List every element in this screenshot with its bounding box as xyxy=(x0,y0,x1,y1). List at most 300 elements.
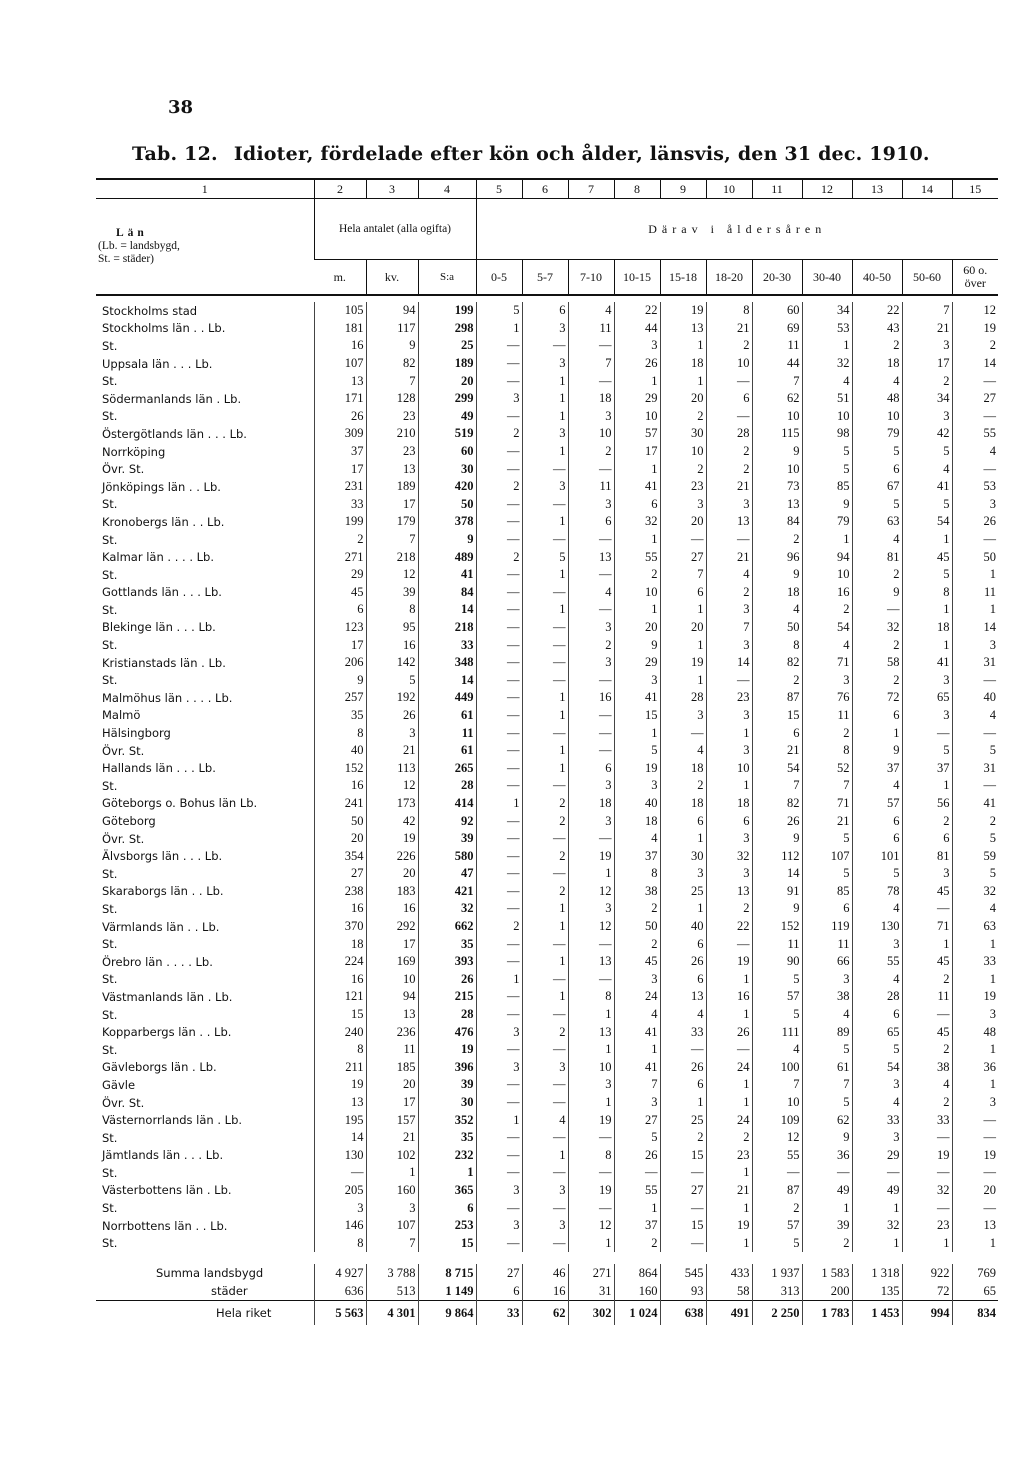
age-count: 32 xyxy=(706,847,752,865)
darav-header: Därav i åldersåren xyxy=(476,199,998,260)
age-count: 5 xyxy=(852,1041,902,1059)
age-count: 45 xyxy=(614,953,660,971)
age-count: 19 xyxy=(568,1111,614,1129)
age-count: 9 xyxy=(852,742,902,760)
age-count: 11 xyxy=(752,935,802,953)
age-count: 21 xyxy=(706,478,752,496)
column-number: 5 xyxy=(476,179,522,199)
age-count: 30 xyxy=(660,425,706,443)
age-count: 3 xyxy=(802,971,852,989)
total-count: 662 xyxy=(418,918,476,936)
age-count: 32 xyxy=(852,1217,902,1235)
age-count: 1 xyxy=(522,408,568,426)
age-count: — xyxy=(568,337,614,355)
age-count: 4 xyxy=(614,1006,660,1024)
age-count: 9 xyxy=(802,496,852,514)
age-count: — xyxy=(476,636,522,654)
age-count: 302 xyxy=(568,1301,614,1326)
age-count: — xyxy=(522,584,568,602)
age-count: — xyxy=(476,1041,522,1059)
age-count: 3 xyxy=(614,671,660,689)
age-count: 994 xyxy=(902,1301,952,1326)
age-count: — xyxy=(476,953,522,971)
statistics-table xyxy=(96,178,998,1325)
age-count: 12 xyxy=(568,918,614,936)
age-count: 23 xyxy=(706,689,752,707)
female-count: 95 xyxy=(366,619,418,637)
age-count: 1 783 xyxy=(802,1301,852,1326)
age-count: 45 xyxy=(902,1023,952,1041)
age-count: — xyxy=(476,443,522,461)
row-label: Övr. St. xyxy=(102,1095,145,1110)
age-count: 11 xyxy=(568,478,614,496)
age-count: 19 xyxy=(706,1217,752,1235)
table-row xyxy=(96,830,998,848)
age-count: — xyxy=(476,1199,522,1217)
age-count: 6 xyxy=(660,971,706,989)
female-count: 142 xyxy=(366,654,418,672)
male-count: 224 xyxy=(314,953,366,971)
age-count: 28 xyxy=(706,425,752,443)
age-count: 18 xyxy=(614,812,660,830)
row-label: St. xyxy=(102,901,118,916)
age-count: 1 xyxy=(660,1094,706,1112)
age-header: 20-30 xyxy=(752,260,802,296)
row-label: Kronobergs län . . Lb. xyxy=(102,514,225,529)
age-count: 1 xyxy=(660,337,706,355)
age-count: 12 xyxy=(568,883,614,901)
age-count: 3 xyxy=(852,1076,902,1094)
male-count: 16 xyxy=(314,971,366,989)
age-count: — xyxy=(568,742,614,760)
age-count: 3 xyxy=(522,320,568,338)
age-count: 25 xyxy=(660,883,706,901)
age-count: 25 xyxy=(660,1111,706,1129)
row-label: St. xyxy=(102,673,118,688)
female-count: 3 xyxy=(366,724,418,742)
male-count: 123 xyxy=(314,619,366,637)
age-count: 9 xyxy=(852,584,902,602)
age-count: 101 xyxy=(852,847,902,865)
table-row xyxy=(96,372,998,390)
age-count: 20 xyxy=(660,390,706,408)
female-count: 189 xyxy=(366,478,418,496)
row-label: Gävle xyxy=(102,1077,136,1092)
male-count: 33 xyxy=(314,496,366,514)
age-count: — xyxy=(522,636,568,654)
age-count: — xyxy=(952,724,998,742)
age-count: 19 xyxy=(614,759,660,777)
female-count: 192 xyxy=(366,689,418,707)
age-count: 115 xyxy=(752,425,802,443)
age-count: — xyxy=(660,531,706,549)
age-count: — xyxy=(852,601,902,619)
age-count: 135 xyxy=(852,1282,902,1301)
total-count: 14 xyxy=(418,671,476,689)
age-count: — xyxy=(522,1094,568,1112)
table-row xyxy=(96,531,998,549)
female-count: 20 xyxy=(366,1076,418,1094)
age-count: 8 xyxy=(568,988,614,1006)
age-count: 10 xyxy=(660,443,706,461)
age-count: 3 xyxy=(522,1217,568,1235)
age-count: 3 xyxy=(568,619,614,637)
age-count: 6 xyxy=(706,390,752,408)
age-count: — xyxy=(614,1164,660,1182)
landsbygd-label: landsbygd xyxy=(203,1266,264,1281)
age-count: 49 xyxy=(802,1182,852,1200)
male-count: 8 xyxy=(314,1234,366,1252)
age-count: — xyxy=(568,830,614,848)
age-count: 3 xyxy=(706,636,752,654)
age-count: 5 xyxy=(802,443,852,461)
age-count: — xyxy=(476,724,522,742)
age-count: 46 xyxy=(522,1264,568,1282)
age-count: 1 xyxy=(476,795,522,813)
male-count: 35 xyxy=(314,707,366,725)
age-count: 98 xyxy=(802,425,852,443)
age-count: 44 xyxy=(614,320,660,338)
age-count: — xyxy=(522,1129,568,1147)
male-count: 17 xyxy=(314,460,366,478)
age-count: 65 xyxy=(852,1023,902,1041)
age-count: — xyxy=(476,1164,522,1182)
female-count: 7 xyxy=(366,531,418,549)
male-count: 152 xyxy=(314,759,366,777)
age-count: 2 xyxy=(522,795,568,813)
age-count: 1 xyxy=(614,460,660,478)
age-count: — xyxy=(476,619,522,637)
age-count: 8 xyxy=(706,302,752,320)
hela-antalet-header: Hela antalet (alla ogifta) xyxy=(314,199,476,260)
age-count: 10 xyxy=(752,408,802,426)
age-count: — xyxy=(522,935,568,953)
total-count: 265 xyxy=(418,759,476,777)
female-count: 13 xyxy=(366,1006,418,1024)
female-count: 179 xyxy=(366,513,418,531)
age-count: 1 xyxy=(706,777,752,795)
age-count: 5 xyxy=(952,830,998,848)
age-count: 87 xyxy=(752,1182,802,1200)
row-label: St. xyxy=(102,567,118,582)
age-count: 40 xyxy=(614,795,660,813)
age-count: 16 xyxy=(568,689,614,707)
female-count: 236 xyxy=(366,1023,418,1041)
age-count: 2 xyxy=(752,1199,802,1217)
age-count: 12 xyxy=(752,1129,802,1147)
age-count: 1 xyxy=(706,1006,752,1024)
age-count: — xyxy=(522,619,568,637)
age-count: 2 xyxy=(902,971,952,989)
age-count: 6 xyxy=(752,724,802,742)
age-count: 51 xyxy=(802,390,852,408)
age-count: 40 xyxy=(660,918,706,936)
age-count: 1 xyxy=(476,1111,522,1129)
female-count: 17 xyxy=(366,1094,418,1112)
age-count: — xyxy=(568,601,614,619)
age-count: 11 xyxy=(802,935,852,953)
age-count: 21 xyxy=(802,812,852,830)
total-count: 30 xyxy=(418,1094,476,1112)
age-count: 27 xyxy=(952,390,998,408)
age-count: 4 xyxy=(952,900,998,918)
total-count: 1 xyxy=(418,1164,476,1182)
age-count: — xyxy=(522,1006,568,1024)
female-count: 128 xyxy=(366,390,418,408)
male-count: 6 xyxy=(314,601,366,619)
male-count: 16 xyxy=(314,777,366,795)
age-count: 3 xyxy=(568,408,614,426)
age-count: 38 xyxy=(902,1059,952,1077)
age-count: 107 xyxy=(802,847,852,865)
age-count: 9 xyxy=(752,566,802,584)
age-count: 31 xyxy=(568,1282,614,1301)
age-count: 7 xyxy=(660,566,706,584)
age-count: 1 xyxy=(706,1234,752,1252)
row-label: St. xyxy=(102,497,118,512)
male-count: 370 xyxy=(314,918,366,936)
age-count: 54 xyxy=(802,619,852,637)
age-count: 18 xyxy=(660,759,706,777)
age-count: 59 xyxy=(952,847,998,865)
age-count: — xyxy=(476,654,522,672)
age-count: 1 xyxy=(706,971,752,989)
age-count: 5 xyxy=(902,566,952,584)
age-count: 638 xyxy=(660,1301,706,1326)
age-count: — xyxy=(902,1164,952,1182)
female-count: 16 xyxy=(366,900,418,918)
age-count: — xyxy=(476,1234,522,1252)
row-label: Gottlands län . . . Lb. xyxy=(102,585,222,600)
age-count: 20 xyxy=(660,619,706,637)
female-count: 82 xyxy=(366,355,418,373)
age-count: 2 xyxy=(476,478,522,496)
age-count: 26 xyxy=(952,513,998,531)
female-count: 17 xyxy=(366,496,418,514)
total-count: 218 xyxy=(418,619,476,637)
age-count: 834 xyxy=(952,1301,998,1326)
age-count: 50 xyxy=(752,619,802,637)
age-count: 38 xyxy=(614,883,660,901)
row-label: Värmlands län . . Lb. xyxy=(102,919,220,934)
age-count: 39 xyxy=(802,1217,852,1235)
age-count: 18 xyxy=(706,795,752,813)
total-count: 39 xyxy=(418,1076,476,1094)
row-label: St. xyxy=(102,1130,118,1145)
age-count: 78 xyxy=(852,883,902,901)
total-count: 9 864 xyxy=(418,1301,476,1326)
age-count: 44 xyxy=(752,355,802,373)
age-count: 21 xyxy=(902,320,952,338)
age-count: 5 xyxy=(902,742,952,760)
total-count: 33 xyxy=(418,636,476,654)
age-count: 9 xyxy=(752,830,802,848)
age-count: — xyxy=(568,971,614,989)
total-count: 92 xyxy=(418,812,476,830)
total-count: 14 xyxy=(418,601,476,619)
age-count: 5 xyxy=(802,1041,852,1059)
age-count: 27 xyxy=(660,548,706,566)
age-count: 1 xyxy=(952,1076,998,1094)
age-count: 40 xyxy=(952,689,998,707)
age-count: 9 xyxy=(752,443,802,461)
age-count: 2 xyxy=(706,584,752,602)
row-label: Södermanlands län . Lb. xyxy=(102,391,242,406)
age-count: 4 xyxy=(852,900,902,918)
age-count: — xyxy=(660,1199,706,1217)
age-count: 3 xyxy=(568,654,614,672)
age-count: 2 xyxy=(706,443,752,461)
male-count: 16 xyxy=(314,337,366,355)
age-count: 73 xyxy=(752,478,802,496)
age-count: 7 xyxy=(752,1076,802,1094)
age-count: 28 xyxy=(852,988,902,1006)
age-count: 7 xyxy=(752,777,802,795)
age-count: 4 xyxy=(568,302,614,320)
age-count: 26 xyxy=(706,1023,752,1041)
column-number: 13 xyxy=(852,179,902,199)
age-count: 8 xyxy=(802,742,852,760)
age-count: 1 xyxy=(706,1164,752,1182)
age-count: — xyxy=(476,830,522,848)
age-count: 14 xyxy=(952,619,998,637)
row-label: St. xyxy=(102,1042,118,1057)
age-count: 3 xyxy=(522,1059,568,1077)
age-count: 2 xyxy=(706,337,752,355)
male-count: 45 xyxy=(314,584,366,602)
male-header: m. xyxy=(314,260,366,296)
age-count: — xyxy=(568,372,614,390)
age-count: 2 xyxy=(660,777,706,795)
row-label: St. xyxy=(102,602,118,617)
age-count: 21 xyxy=(706,320,752,338)
age-count: 50 xyxy=(614,918,660,936)
age-count: 57 xyxy=(614,425,660,443)
row-label: Jönköpings län . . Lb. xyxy=(102,479,221,494)
total-count: 6 xyxy=(418,1199,476,1217)
age-count: 1 xyxy=(522,601,568,619)
age-count: 52 xyxy=(802,759,852,777)
age-count: — xyxy=(476,1147,522,1165)
female-count: 3 xyxy=(366,1199,418,1217)
male-count: 15 xyxy=(314,1006,366,1024)
row-label: städer xyxy=(211,1284,248,1299)
age-count: 69 xyxy=(752,320,802,338)
table-row xyxy=(96,1094,998,1112)
age-count: 72 xyxy=(852,689,902,707)
age-count: 27 xyxy=(614,1111,660,1129)
age-count: 3 xyxy=(706,601,752,619)
row-label: St. xyxy=(102,532,118,547)
age-count: 19 xyxy=(706,953,752,971)
table-row xyxy=(96,496,998,514)
total-count: 348 xyxy=(418,654,476,672)
summa-label: Summa xyxy=(156,1266,201,1281)
age-count: 5 xyxy=(852,496,902,514)
age-count: 1 xyxy=(568,1006,614,1024)
table-row xyxy=(96,900,998,918)
age-count: 2 xyxy=(476,425,522,443)
age-count: 29 xyxy=(614,654,660,672)
age-count: 4 xyxy=(852,372,902,390)
age-count: 79 xyxy=(852,425,902,443)
age-count: 1 xyxy=(568,1041,614,1059)
column-number: 6 xyxy=(522,179,568,199)
age-count: 65 xyxy=(952,1282,998,1301)
total-count: 420 xyxy=(418,478,476,496)
age-count: 21 xyxy=(752,742,802,760)
age-count: 4 xyxy=(522,1111,568,1129)
total-count: 476 xyxy=(418,1023,476,1041)
age-count: 5 xyxy=(802,865,852,883)
total-count: 15 xyxy=(418,1234,476,1252)
age-count: — xyxy=(476,812,522,830)
age-count: 45 xyxy=(902,953,952,971)
age-count: 1 xyxy=(952,601,998,619)
age-count: 2 xyxy=(568,636,614,654)
age-count: — xyxy=(568,707,614,725)
age-count: 5 xyxy=(852,443,902,461)
age-count: — xyxy=(568,1199,614,1217)
age-count: 6 xyxy=(802,900,852,918)
age-count: 6 xyxy=(660,1076,706,1094)
age-count: 11 xyxy=(802,707,852,725)
age-count: — xyxy=(522,337,568,355)
age-count: 3 xyxy=(706,865,752,883)
age-count: 10 xyxy=(706,759,752,777)
age-count: 29 xyxy=(852,1147,902,1165)
age-count: 18 xyxy=(568,390,614,408)
age-count: — xyxy=(522,496,568,514)
male-count: 107 xyxy=(314,355,366,373)
age-count: 11 xyxy=(902,988,952,1006)
total-count: 39 xyxy=(418,830,476,848)
age-header: 15-18 xyxy=(660,260,706,296)
row-label: Kalmar län . . . . Lb. xyxy=(102,550,215,565)
total-count: 232 xyxy=(418,1147,476,1165)
total-count: 449 xyxy=(418,689,476,707)
column-number: 10 xyxy=(706,179,752,199)
age-count: — xyxy=(952,372,998,390)
age-count: 1 xyxy=(522,1147,568,1165)
male-count: 50 xyxy=(314,812,366,830)
age-count: 21 xyxy=(706,1182,752,1200)
age-count: — xyxy=(476,1094,522,1112)
age-count: 26 xyxy=(660,953,706,971)
female-count: 21 xyxy=(366,1129,418,1147)
female-count: 16 xyxy=(366,636,418,654)
age-count: 2 xyxy=(802,1234,852,1252)
total-count: 35 xyxy=(418,935,476,953)
age-count: 87 xyxy=(752,689,802,707)
total-count: 519 xyxy=(418,425,476,443)
age-count: 4 xyxy=(614,830,660,848)
age-count: 3 xyxy=(952,1006,998,1024)
age-count: 19 xyxy=(568,847,614,865)
age-count: — xyxy=(476,584,522,602)
age-count: 3 xyxy=(614,1094,660,1112)
male-count: 195 xyxy=(314,1111,366,1129)
male-count: 40 xyxy=(314,742,366,760)
male-count: 19 xyxy=(314,1076,366,1094)
age-count: 1 xyxy=(614,601,660,619)
row-label: St. xyxy=(102,409,118,424)
age-count: 26 xyxy=(660,1059,706,1077)
age-count: — xyxy=(660,1234,706,1252)
age-count: 3 xyxy=(952,1094,998,1112)
male-count: 8 xyxy=(314,1041,366,1059)
female-count: 12 xyxy=(366,777,418,795)
